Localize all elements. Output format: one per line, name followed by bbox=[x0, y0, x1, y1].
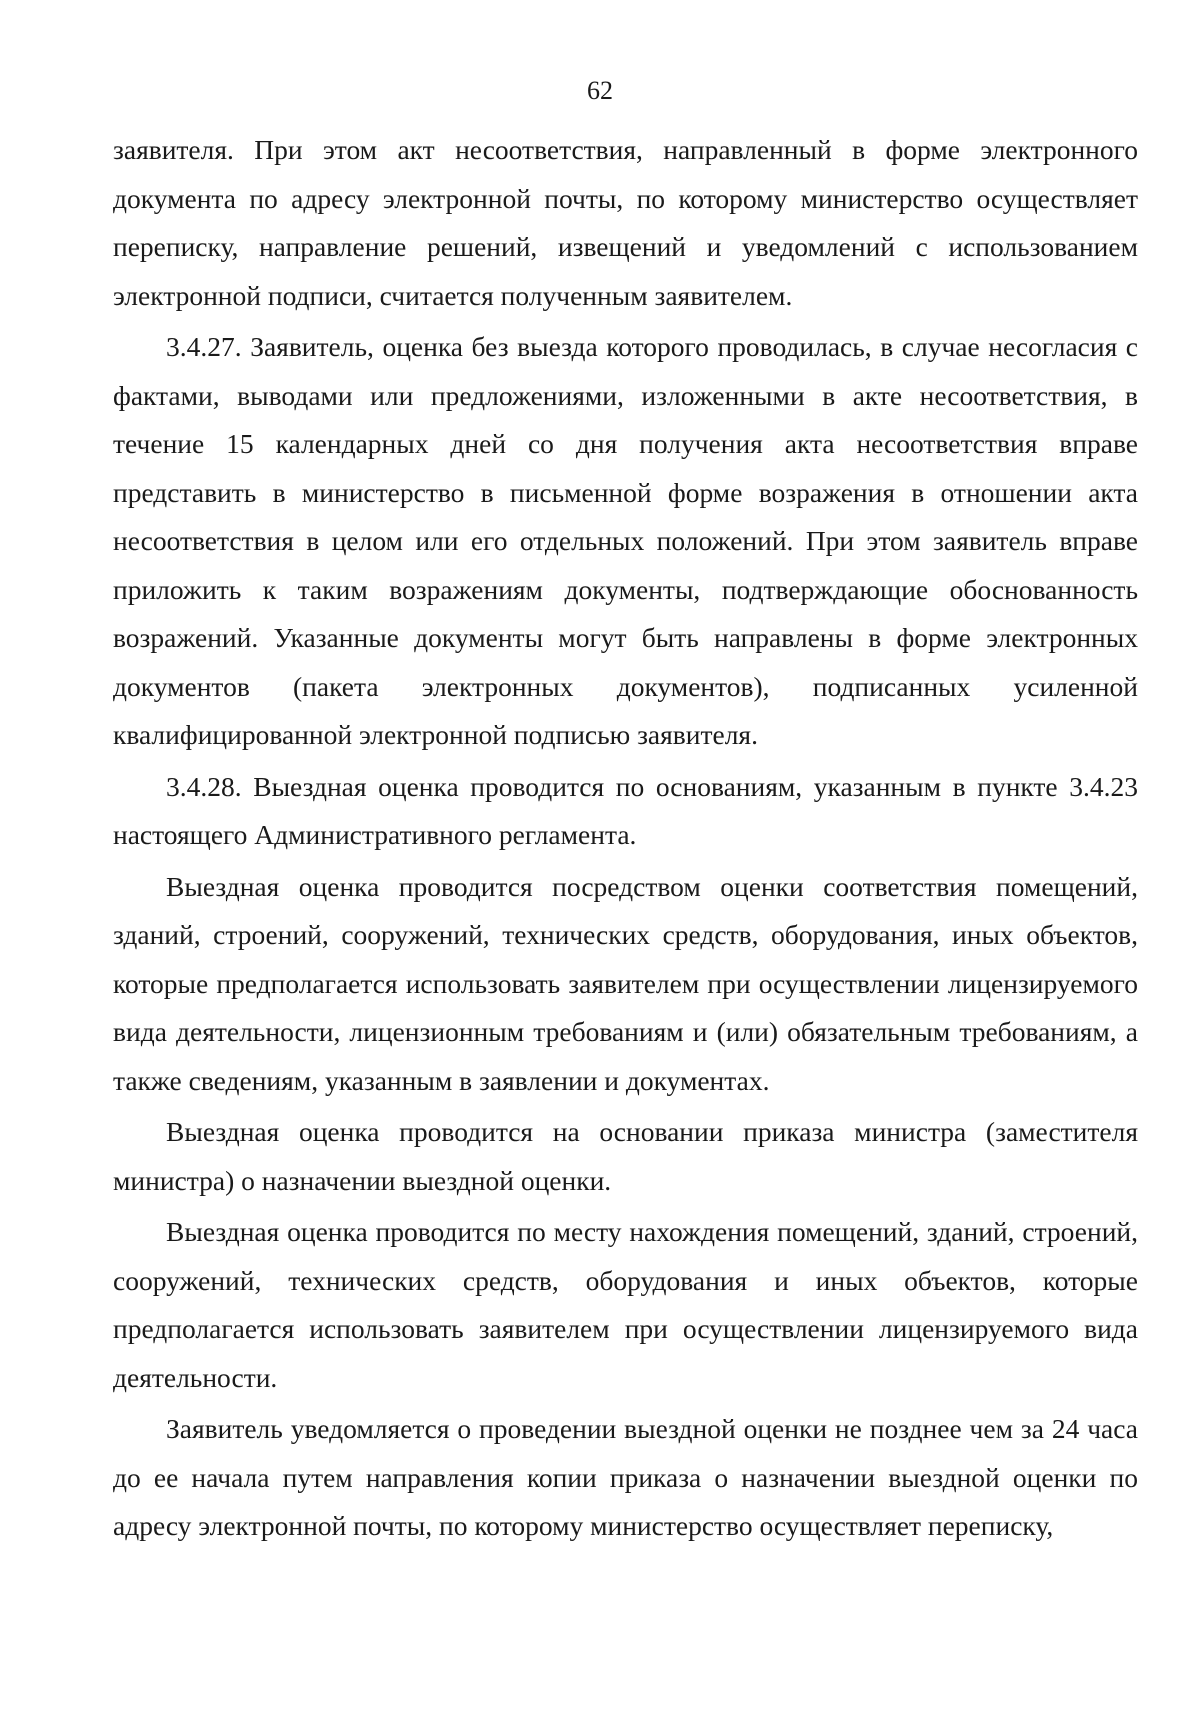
paragraph-applicant-notification: Заявитель уведомляется о проведении выездной оценки не позднее чем за 24 часа до ее начала путем направления копии приказа о назначении выездной оценки по адресу электронной почты, по которому министерство осуществляет переписку, bbox=[113, 1413, 1138, 1541]
page-number: 62 bbox=[587, 76, 613, 105]
paragraph-continuation: заявителя. При этом акт несоответствия, направленный в форме электронного документа по адресу электронной почты, по которому министерство осуществляет переписку, направление решений, извещений и уведомлений с использованием электронной подписи, считается полученным заявителем. bbox=[113, 134, 1138, 311]
paragraph-onsite-assessment-location: Выездная оценка проводится по месту нахождения помещений, зданий, строений, сооружений, технических средств, оборудования и иных объектов, которые предполагается использовать заявителем при осуществлении лицензируемого вида деятельности. bbox=[113, 1216, 1138, 1393]
paragraph-3-4-28: 3.4.28. Выездная оценка проводится по основаниям, указанным в пункте 3.4.23 настоящего Административного регламента. bbox=[113, 770, 1138, 850]
document-body bbox=[113, 126, 1138, 1551]
paragraph-3-4-27: 3.4.27. Заявитель, оценка без выезда которого проводилась, в случае несогласия с фактами, выводами или предложениями, изложенными в акте несоответствия, в течение 15 календарных дней со дня получения акта несоответствия вправе представить в министерство в письменной форме возражения в отношении акта несоответствия в целом или его отдельных положений. При этом заявитель вправе приложить к таким возражениям документы, подтверждающие обоснованность возражений. Указанные документы могут быть направлены в форме электронных документов (пакета электронных документов), подписанных усиленной квалифицированной электронной подписью заявителя. bbox=[113, 331, 1138, 750]
paragraph-onsite-assessment-order: Выездная оценка проводится на основании приказа министра (заместителя министра) о назначении выездной оценки. bbox=[113, 1116, 1138, 1196]
paragraph-onsite-assessment-scope: Выездная оценка проводится посредством оценки соответствия помещений, зданий, строений, сооружений, технических средств, оборудования, иных объектов, которые предполагается использовать заявителем при осуществлении лицензируемого вида деятельности, лицензионным требованиям и (или) обязательным требованиям, а также сведениям, указанным в заявлении и документах. bbox=[113, 870, 1138, 1096]
